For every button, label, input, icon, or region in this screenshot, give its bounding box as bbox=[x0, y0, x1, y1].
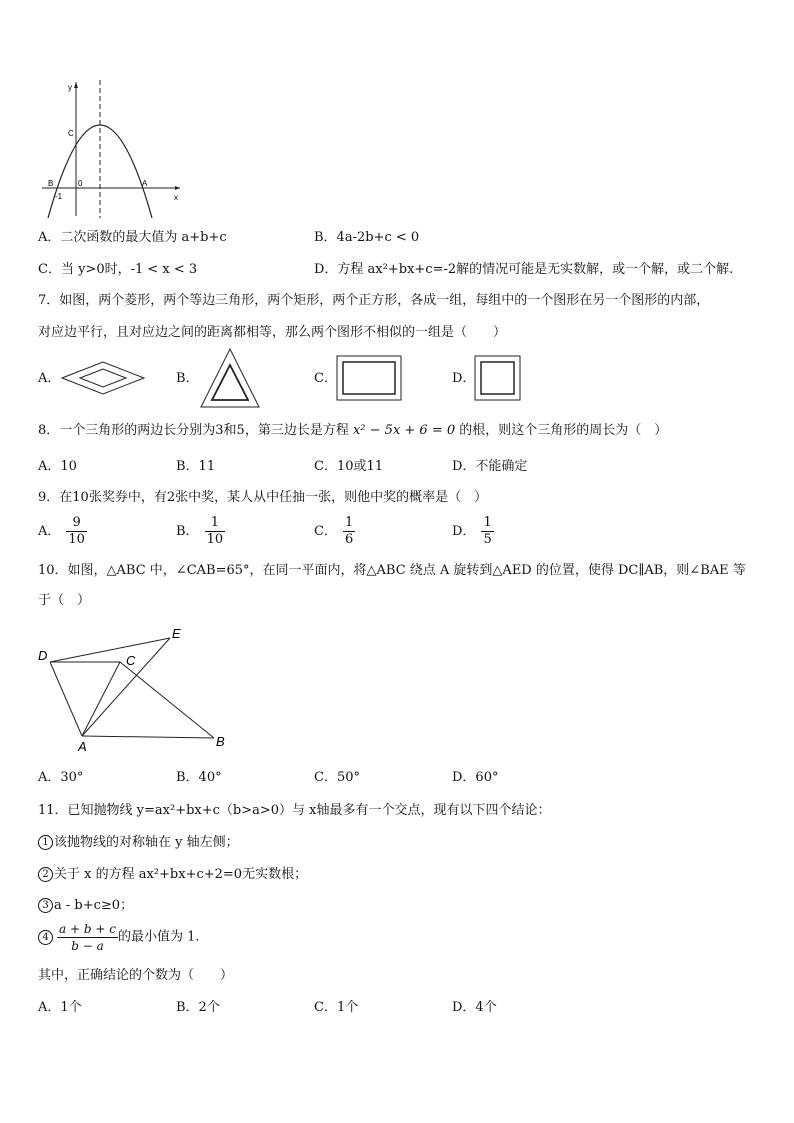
point-b-label: B bbox=[48, 179, 54, 188]
nested-square-figure bbox=[474, 355, 522, 401]
vertex-b-label: B bbox=[216, 734, 225, 749]
q9-option-d-label: D． bbox=[452, 523, 476, 539]
q9-option-b-label: B． bbox=[176, 523, 199, 539]
q11-option-b: B．2个 bbox=[176, 1000, 220, 1015]
q8-stem-pre: 8．一个三角形的两边长分别为3和5，第三边长是方程 bbox=[38, 423, 349, 438]
q6-option-c: C．当 y>0时，-1 < x < 3 bbox=[38, 262, 198, 277]
q11-option-c: C．1个 bbox=[314, 1000, 359, 1015]
q9-option-c-label: C． bbox=[314, 523, 337, 539]
fraction-numerator: a + b + c bbox=[59, 922, 116, 936]
q9-option-c-fraction bbox=[343, 515, 355, 548]
q10-stem-line1: 10．如图，△ABC 中，∠CAB=65°，在同一平面内，将△ABC 绕点 A 旋转到△AED 的位置，使得 DC∥AB，则∠BAE 等 bbox=[38, 563, 746, 578]
fraction-denominator: 10 bbox=[68, 532, 85, 547]
q8-stem bbox=[38, 422, 667, 440]
nested-rectangle-figure bbox=[336, 355, 402, 401]
q8-option-a: A．10 bbox=[38, 459, 77, 474]
circled-number-2: 2 bbox=[38, 867, 53, 882]
q8-option-b: B．11 bbox=[176, 459, 216, 474]
vertex-d-label: D bbox=[38, 648, 48, 663]
conclusion-4-fraction bbox=[57, 921, 118, 954]
y-axis-arrow bbox=[74, 82, 78, 88]
fraction-numerator: 1 bbox=[205, 515, 226, 532]
vertex-a-label: A bbox=[78, 739, 87, 754]
vertex-e-label: E bbox=[172, 626, 181, 641]
conclusion-1-text: 该抛物线的对称轴在 y 轴左侧； bbox=[54, 835, 239, 850]
neg-one-label: -1 bbox=[55, 192, 63, 201]
origin-label: 0 bbox=[78, 179, 83, 188]
q6-option-d: D．方程 ax²+bx+c=-2解的情况可能是无实数解，或一个解，或二个解. bbox=[314, 262, 734, 277]
q6-option-b: B．4a-2b+c < 0 bbox=[314, 230, 420, 245]
q9-option-b bbox=[176, 515, 225, 548]
circled-number-4: 4 bbox=[38, 930, 53, 945]
q11-conclusion-2 bbox=[38, 866, 307, 884]
q9-stem: 9．在10张奖券中，有2张中奖，某人从中任抽一张，则他中奖的概率是（ ） bbox=[38, 490, 488, 505]
q11-option-a: A．1个 bbox=[38, 1000, 82, 1015]
q7-stem-line2: 对应边平行，且对应边之间的距离都相等，那么两个图形不相似的一组是（ ） bbox=[38, 325, 507, 340]
y-label: y bbox=[68, 83, 72, 92]
q10-option-a: A．30° bbox=[38, 770, 84, 785]
fraction-denominator: b − a bbox=[71, 939, 104, 953]
fraction-numerator: 1 bbox=[483, 515, 492, 530]
q8-equation: x² − 5x + 6 = 0 bbox=[352, 423, 456, 438]
x-label: x bbox=[174, 193, 178, 202]
parabola-graph bbox=[38, 78, 186, 220]
q9-option-d-fraction bbox=[481, 515, 493, 548]
q8-option-d: D．不能确定 bbox=[452, 459, 528, 474]
q9-option-c bbox=[314, 515, 355, 548]
fraction-denominator: 6 bbox=[344, 532, 354, 547]
q10-option-c: C．50° bbox=[314, 770, 360, 785]
q11-conclusion-3 bbox=[38, 897, 133, 915]
q7-stem-line1: 7．如图，两个菱形，两个等边三角形，两个矩形，两个正方形，各成一组，每组中的一个图形在另一个图形的内部， bbox=[38, 293, 710, 308]
q9-option-a bbox=[38, 515, 87, 548]
circled-number-3: 3 bbox=[38, 898, 53, 913]
circled-number-1: 1 bbox=[38, 835, 53, 850]
fraction-denominator: 5 bbox=[483, 532, 492, 547]
x-axis-arrow bbox=[175, 186, 180, 190]
q9-option-b-fraction bbox=[205, 515, 226, 548]
q7-option-c-label: C． bbox=[314, 371, 337, 386]
q6-option-a: A．二次函数的最大值为 a+b+c bbox=[38, 230, 227, 245]
conclusion-4-text: 的最小值为 1． bbox=[117, 929, 209, 945]
fraction-numerator: 1 bbox=[344, 515, 354, 530]
nested-rhombus-figure bbox=[60, 360, 146, 396]
q7-option-d-label: D． bbox=[452, 371, 476, 386]
fraction-denominator: 10 bbox=[206, 532, 224, 547]
vertex-c-label: C bbox=[126, 653, 136, 668]
q9-option-d bbox=[452, 515, 494, 548]
q11-conclusion-4 bbox=[38, 921, 208, 954]
q9-option-a-fraction bbox=[66, 515, 87, 548]
conclusion-3-text: a - b+c≥0； bbox=[54, 898, 134, 913]
rotation-triangle-figure bbox=[36, 624, 236, 754]
point-a-label: A bbox=[142, 179, 148, 188]
q10-option-b: B．40° bbox=[176, 770, 222, 785]
nested-triangle-figure bbox=[198, 347, 262, 409]
fraction-numerator: 9 bbox=[66, 515, 87, 532]
q11-conclusion-1 bbox=[38, 834, 239, 852]
point-c-label: C bbox=[68, 129, 74, 138]
q7-option-b-label: B． bbox=[176, 371, 199, 386]
q11-option-d: D．4个 bbox=[452, 1000, 497, 1015]
conclusion-2-text: 关于 x 的方程 ax²+bx+c+2=0无实数根； bbox=[54, 867, 308, 882]
q10-option-d: D．60° bbox=[452, 770, 499, 785]
q7-option-a-label: A． bbox=[38, 371, 61, 386]
q10-stem-line2: 于（ ） bbox=[38, 593, 91, 608]
q8-stem-post: 的根，则这个三角形的周长为（ ） bbox=[459, 423, 668, 438]
q8-option-c: C．10或11 bbox=[314, 459, 384, 474]
q9-option-a-label: A． bbox=[38, 523, 61, 539]
q11-stem: 11．已知抛物线 y=ax²+bx+c（b>a>0）与 x轴最多有一个交点，现有以下四个结论： bbox=[38, 803, 551, 818]
q11-tail: 其中，正确结论的个数为（ ） bbox=[38, 968, 234, 983]
